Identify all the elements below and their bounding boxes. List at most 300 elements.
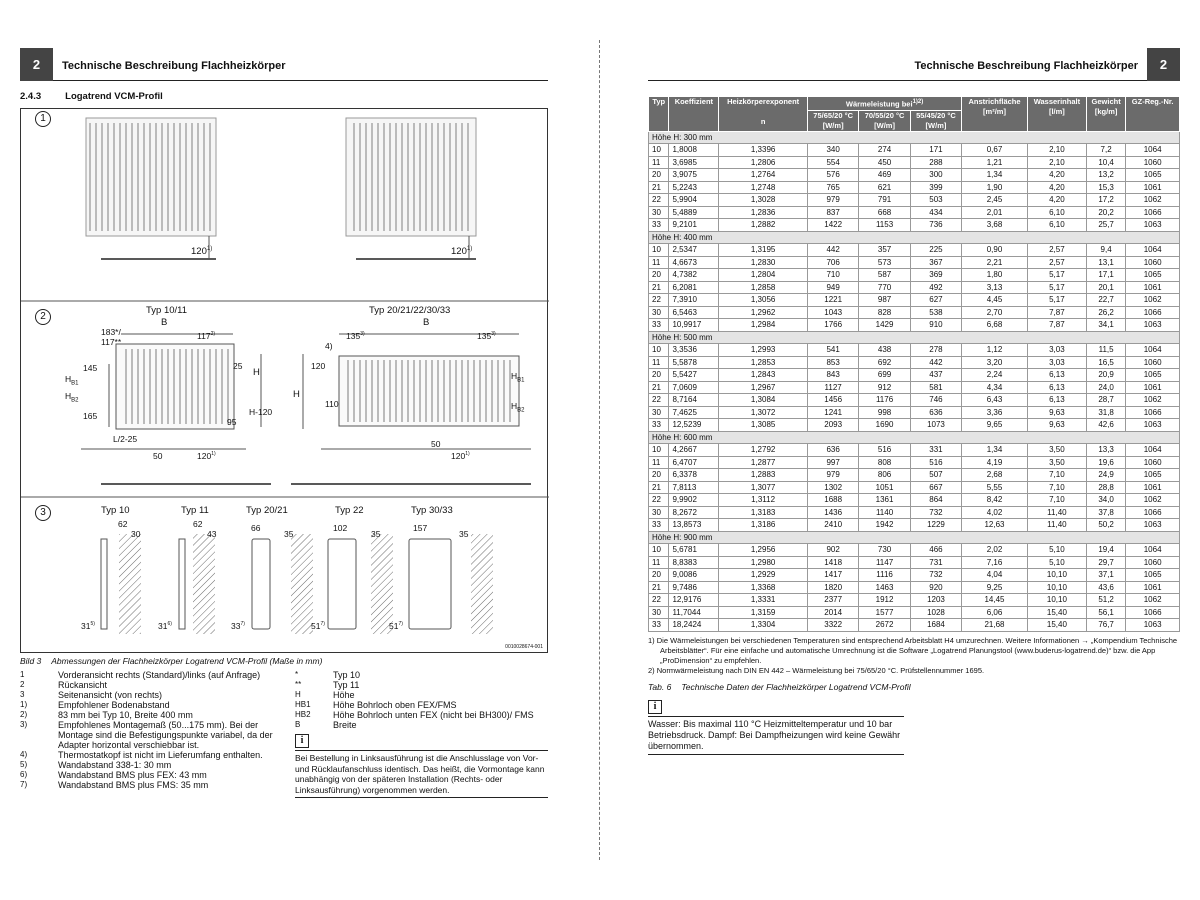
hb2-right-h: H: [511, 401, 518, 411]
table-row: [649, 556, 1180, 569]
label-typ3033: Typ 30/33: [411, 505, 453, 516]
table-group-label: Höhe H: 500 mm: [649, 331, 1180, 344]
table-cell: 1066: [1126, 206, 1180, 219]
table-cell: 437: [910, 369, 961, 382]
dim-117-2: [197, 331, 215, 341]
dim-51-b-value: 51: [389, 621, 399, 631]
dim-33-sup: 7): [240, 621, 245, 628]
table-cell: 30: [649, 406, 669, 419]
dim-35-a: 35: [284, 529, 294, 539]
dim-hb1-right: [511, 371, 524, 384]
label-typ-10-11: Typ 10/11: [146, 305, 188, 316]
legend-value: Typ 11: [333, 680, 360, 690]
table-cell: 15,40: [1027, 606, 1086, 619]
table-cell: 5,17: [1027, 294, 1086, 307]
legend-key: 2: [20, 680, 25, 689]
table-cell: 367: [910, 256, 961, 269]
table-row: [649, 281, 1180, 294]
dim-b-right: B: [423, 317, 430, 328]
legend-key: 4): [20, 750, 28, 759]
table-cell: 1820: [807, 581, 858, 594]
dim-165: 165: [83, 411, 98, 421]
table-cell: 450: [859, 156, 910, 169]
table-cell: 56,1: [1086, 606, 1125, 619]
legend-value: Höhe Bohrloch unten FEX (nicht bei BH300)/ FMS: [333, 710, 534, 720]
dim-95: 95: [227, 417, 237, 427]
table-row: [649, 606, 1180, 619]
table-group-label: Höhe H: 300 mm: [649, 131, 1180, 144]
table-row: [649, 406, 1180, 419]
legend-value: Empfohlenes Montagemaß (50...175 mm). Bei der Montage sind die Befestigungspunkte variabel, da der Adapter horizontal verschiebbar ist.: [58, 720, 273, 750]
dim-120-sec2-c: [451, 451, 470, 461]
chapter-number: 2: [1147, 48, 1180, 81]
table-row: [649, 219, 1180, 232]
table-cell: 5,6781: [669, 544, 719, 557]
table-cell: 21: [649, 581, 669, 594]
table-cell: 1766: [807, 319, 858, 332]
table-cell: 37,8: [1086, 506, 1125, 519]
dim-h-120: H-120: [249, 407, 273, 417]
figure-marker-1: 1: [35, 111, 51, 127]
legend-item: [20, 710, 282, 720]
section-heading: [20, 91, 548, 102]
label-typ10: Typ 10: [101, 505, 130, 516]
dim-31-b-sup: 6): [167, 621, 172, 628]
table-cell: 1,3304: [719, 619, 808, 632]
table-cell: 13,3: [1086, 444, 1125, 457]
dim-120-sec2-left: 120: [311, 361, 326, 371]
caption-label: Bild 3: [20, 656, 42, 666]
table-cell: 1,8008: [669, 144, 719, 157]
legend-value: Empfohlener Bodenabstand: [58, 700, 170, 710]
table-cell: 1063: [1126, 519, 1180, 532]
hb2-left-h: H: [65, 391, 72, 401]
table-cell: 1221: [807, 294, 858, 307]
table-cell: 2014: [807, 606, 858, 619]
table-cell: 1063: [1126, 619, 1180, 632]
table-cell: 1,3112: [719, 494, 808, 507]
table-cell: 6,10: [1027, 206, 1086, 219]
table-cell: 1429: [859, 319, 910, 332]
table-cell: 1,80: [962, 269, 1028, 282]
right-page: [648, 48, 1180, 755]
table-cell: 979: [807, 194, 858, 207]
dim-h-left: H: [253, 367, 260, 378]
table-cell: 8,8383: [669, 556, 719, 569]
table-cell: 1127: [807, 381, 858, 394]
table-cell: 5,9904: [669, 194, 719, 207]
table-cell: 1942: [859, 519, 910, 532]
table-cell: 1,2883: [719, 469, 808, 482]
table-cell: 9,63: [1027, 419, 1086, 432]
table-cell: 10: [649, 544, 669, 557]
technical-drawing: [21, 109, 549, 654]
table-row: [649, 444, 1180, 457]
table-row: [649, 244, 1180, 257]
table-cell: 1064: [1126, 444, 1180, 457]
table-cell: 28,7: [1086, 394, 1125, 407]
table-cell: 20: [649, 369, 669, 382]
table-cell: 1,2843: [719, 369, 808, 382]
dim-120-c-sup: 1): [465, 451, 470, 458]
legend-item: [295, 680, 548, 690]
table-cell: 1051: [859, 481, 910, 494]
table-cell: 492: [910, 281, 961, 294]
th-t3: [910, 110, 961, 131]
table-cell: 627: [910, 294, 961, 307]
table-row: [649, 369, 1180, 382]
table-cell: 1,2748: [719, 181, 808, 194]
table-cell: 1176: [859, 394, 910, 407]
table-cell: 25,7: [1086, 219, 1125, 232]
dim-hb1-left: [65, 374, 78, 387]
table-cell: 1463: [859, 581, 910, 594]
legend-key: *: [295, 670, 299, 679]
table-cell: 4,45: [962, 294, 1028, 307]
dim-62-b: 62: [193, 519, 203, 529]
table-cell: 1060: [1126, 456, 1180, 469]
table-cell: 6,68: [962, 319, 1028, 332]
dim-51-b: [389, 621, 403, 631]
table-cell: 998: [859, 406, 910, 419]
table-cell: 22: [649, 594, 669, 607]
dim-31-a-sup: 5): [90, 621, 95, 628]
th-waerme-sup: 1)2): [912, 99, 924, 105]
table-cell: 9,65: [962, 419, 1028, 432]
legend-value: 83 mm bei Typ 10, Breite 400 mm: [58, 710, 193, 720]
table-cell: 11,40: [1027, 519, 1086, 532]
legend-key: 1: [20, 670, 25, 679]
legend-value: Thermostatkopf ist nicht im Lieferumfang enthalten.: [58, 750, 263, 760]
table-cell: 2,02: [962, 544, 1028, 557]
dim-120-right-value: 120: [451, 246, 467, 258]
dim-117-value: 117: [197, 331, 211, 341]
table-cell: 8,42: [962, 494, 1028, 507]
table-cell: 1064: [1126, 244, 1180, 257]
table-cell: 12,9176: [669, 594, 719, 607]
table-cell: 1,90: [962, 181, 1028, 194]
table-cell: 1061: [1126, 281, 1180, 294]
table-cell: 710: [807, 269, 858, 282]
table-cell: 853: [807, 356, 858, 369]
table-cell: 10: [649, 344, 669, 357]
legend-key: 7): [20, 780, 28, 789]
note-rule-bottom: [648, 754, 904, 755]
table-cell: 1,2967: [719, 381, 808, 394]
dim-33: [231, 621, 245, 631]
table-cell: 14,45: [962, 594, 1028, 607]
table-cell: 2377: [807, 594, 858, 607]
table-cell: 11,5: [1086, 344, 1125, 357]
table-cell: 1066: [1126, 306, 1180, 319]
table-cell: 42,6: [1086, 419, 1125, 432]
dim-31-a: [81, 621, 95, 631]
table-cell: 9,4: [1086, 244, 1125, 257]
th-typ: Typ: [649, 97, 669, 132]
legend-item: [295, 670, 548, 680]
legend-value: Typ 10: [333, 670, 361, 680]
table-cell: 1065: [1126, 469, 1180, 482]
table-cell: 17,2: [1086, 194, 1125, 207]
legend-key: 3: [20, 690, 25, 699]
table-row: [649, 581, 1180, 594]
table-cell: 6,06: [962, 606, 1028, 619]
table-cell: 3,68: [962, 219, 1028, 232]
table-cell: 18,2424: [669, 619, 719, 632]
th-wasser-unit: [l/m]: [1048, 107, 1065, 116]
th-t3-label: 55/45/20 °C: [916, 110, 956, 120]
table-cell: 34,1: [1086, 319, 1125, 332]
table-cell: 1061: [1126, 481, 1180, 494]
th-anstrich: [962, 97, 1028, 132]
table-cell: 1456: [807, 394, 858, 407]
table-cell: 5,5427: [669, 369, 719, 382]
table-cell: 1,2962: [719, 306, 808, 319]
table-cell: 1912: [859, 594, 910, 607]
page-fold-line: [599, 40, 600, 860]
table-cell: 24,0: [1086, 381, 1125, 394]
legend-key: 3): [20, 720, 28, 729]
table-cell: 10: [649, 244, 669, 257]
table-cell: 9,7486: [669, 581, 719, 594]
legend-value: Vorderansicht rechts (Standard)/links (auf Anfrage): [58, 670, 261, 680]
table-cell: 19,6: [1086, 456, 1125, 469]
table-cell: 1062: [1126, 194, 1180, 207]
table-cell: 1061: [1126, 381, 1180, 394]
dim-51-a: [311, 621, 325, 631]
table-cell: 4,7382: [669, 269, 719, 282]
table-cell: 29,7: [1086, 556, 1125, 569]
table-row: [649, 619, 1180, 632]
table-cell: 225: [910, 244, 961, 257]
table-cell: 808: [859, 456, 910, 469]
table-cell: 469: [859, 169, 910, 182]
table-cell: 5,2243: [669, 181, 719, 194]
table-cell: 587: [859, 269, 910, 282]
th-t1-unit: [W/m]: [822, 120, 844, 130]
table-cell: 2410: [807, 519, 858, 532]
table-cell: 554: [807, 156, 858, 169]
legend-key: 6): [20, 770, 28, 779]
table-cell: 706: [807, 256, 858, 269]
table-cell: 6,2081: [669, 281, 719, 294]
th-gz: GZ-Reg.-Nr.: [1126, 97, 1180, 132]
table-row: [649, 381, 1180, 394]
table-cell: 3,03: [1027, 344, 1086, 357]
table-cell: 8,2672: [669, 506, 719, 519]
dim-145: 145: [83, 363, 98, 373]
table-cell: 4,6673: [669, 256, 719, 269]
table-cell: 30: [649, 206, 669, 219]
table-cell: 1,2858: [719, 281, 808, 294]
table-cell: 3,36: [962, 406, 1028, 419]
table-cell: 5,17: [1027, 269, 1086, 282]
info-rule-bottom: [295, 797, 548, 798]
th-t1-label: 75/65/20 °C: [813, 110, 853, 120]
table-cell: 1,34: [962, 444, 1028, 457]
dim-120-right: [451, 246, 472, 257]
table-cell: 1065: [1126, 369, 1180, 382]
dim-120-left-sup: 1): [206, 246, 213, 252]
table-cell: 1064: [1126, 144, 1180, 157]
legend-key: **: [295, 680, 302, 689]
table-cell: 1,2956: [719, 544, 808, 557]
table-group-row: [649, 431, 1180, 444]
table-cell: 21,68: [962, 619, 1028, 632]
table-cell: 11: [649, 156, 669, 169]
note-text: Wasser: Bis maximal 110 °C Heizmitteltemperatur und 10 bar Betriebsdruck. Dampf: Bei Dampfheizungen wird keine Gewähr übernommen.: [648, 718, 901, 751]
table-cell: 770: [859, 281, 910, 294]
table-cell: 730: [859, 544, 910, 557]
legend-item: [20, 720, 282, 750]
table-cell: 1,21: [962, 156, 1028, 169]
table-row: [649, 506, 1180, 519]
table-cell: 3,3536: [669, 344, 719, 357]
table-cell: 33: [649, 519, 669, 532]
figure-caption: [20, 656, 548, 666]
dim-50-left: 50: [153, 451, 163, 461]
table-cell: 1060: [1126, 156, 1180, 169]
dim-120-right-sup: 1): [466, 246, 473, 252]
table-cell: 21: [649, 381, 669, 394]
legend-item: [20, 690, 282, 700]
table-cell: 636: [910, 406, 961, 419]
left-page: [20, 48, 548, 880]
table-row: [649, 394, 1180, 407]
table-cell: 1,3195: [719, 244, 808, 257]
table-row: [649, 344, 1180, 357]
table-cell: 3,9075: [669, 169, 719, 182]
table-cell: 1147: [859, 556, 910, 569]
table-cell: 7,87: [1027, 306, 1086, 319]
table-cell: 357: [859, 244, 910, 257]
dim-31-a-value: 31: [81, 621, 91, 631]
table-cell: 1418: [807, 556, 858, 569]
dim-hb2-right: [511, 401, 524, 414]
legend-key: B: [295, 720, 301, 729]
table-group-row: [649, 131, 1180, 144]
table-cell: 76,7: [1086, 619, 1125, 632]
table-cell: 576: [807, 169, 858, 182]
dim-183-117: [101, 327, 121, 347]
table-cell: 7,0609: [669, 381, 719, 394]
table-cell: 573: [859, 256, 910, 269]
table-cell: 10,10: [1027, 581, 1086, 594]
table-cell: 987: [859, 294, 910, 307]
table-cell: 7,10: [1027, 481, 1086, 494]
hb1-left-sub: B1: [71, 380, 79, 387]
table-cell: 1,3368: [719, 581, 808, 594]
th-exponent: [719, 97, 808, 132]
table-cell: 621: [859, 181, 910, 194]
legend-value: Seitenansicht (von rechts): [58, 690, 163, 700]
table-cell: 1,2853: [719, 356, 808, 369]
table-cell: 7,2: [1086, 144, 1125, 157]
table-cell: 1417: [807, 569, 858, 582]
legend-item: [295, 710, 548, 720]
dim-b-left: B: [161, 317, 168, 328]
table-cell: 1,2804: [719, 269, 808, 282]
th-anstrich-unit: [m²/m]: [983, 107, 1006, 116]
table-row: [649, 294, 1180, 307]
table-cell: 34,0: [1086, 494, 1125, 507]
table-cell: 20,9: [1086, 369, 1125, 382]
table-cell: 434: [910, 206, 961, 219]
legend-value: Rückansicht: [58, 680, 108, 690]
table-cell: 1,2764: [719, 169, 808, 182]
table-cell: 2,57: [1027, 244, 1086, 257]
th-t2: [859, 110, 910, 131]
table-cell: 12,63: [962, 519, 1028, 532]
table-cell: 912: [859, 381, 910, 394]
table-cell: 37,1: [1086, 569, 1125, 582]
table-cell: 1,2993: [719, 344, 808, 357]
legend-item: [20, 760, 282, 770]
table-cell: 6,13: [1027, 381, 1086, 394]
table-cell: 828: [859, 306, 910, 319]
table-cell: 3,50: [1027, 456, 1086, 469]
table-cell: 4,02: [962, 506, 1028, 519]
th-exponent-label: Heizkörperexponent: [727, 97, 800, 106]
table-cell: 5,4889: [669, 206, 719, 219]
table-cell: 5,10: [1027, 556, 1086, 569]
table-cell: 26,2: [1086, 306, 1125, 319]
table-cell: 21: [649, 481, 669, 494]
table-cell: 13,2: [1086, 169, 1125, 182]
table-cell: 30: [649, 506, 669, 519]
table-cell: 5,55: [962, 481, 1028, 494]
table-cell: 11: [649, 356, 669, 369]
table-cell: 21: [649, 181, 669, 194]
table-cell: 22,7: [1086, 294, 1125, 307]
table-cell: 24,9: [1086, 469, 1125, 482]
table-cell: 1241: [807, 406, 858, 419]
table-row: [649, 356, 1180, 369]
table-cell: 1,2836: [719, 206, 808, 219]
dim-120-b-sup: 1): [211, 451, 216, 458]
table-row: [649, 481, 1180, 494]
table-cell: 902: [807, 544, 858, 557]
table-cell: 1229: [910, 519, 961, 532]
dim-117ss: 117**: [101, 337, 122, 347]
dim-31-b-value: 31: [158, 621, 168, 631]
table-cell: 16,5: [1086, 356, 1125, 369]
dim-135-left-sup: 3): [360, 331, 365, 338]
table-cell: 1028: [910, 606, 961, 619]
table-group-row: [649, 231, 1180, 244]
legend-item: [20, 670, 282, 680]
legend-right-column: [295, 670, 548, 798]
table-cell: 43,6: [1086, 581, 1125, 594]
table-cell: 1065: [1126, 569, 1180, 582]
table-cell: 340: [807, 144, 858, 157]
table-cell: 10,9917: [669, 319, 719, 332]
label-typ11: Typ 11: [181, 505, 209, 516]
table-row: [649, 194, 1180, 207]
info-icon: i: [295, 734, 309, 748]
table-cell: 667: [910, 481, 961, 494]
table-cell: 1,2929: [719, 569, 808, 582]
table-footnotes: [648, 636, 1180, 676]
figure-code: 0010028674-001: [505, 644, 543, 650]
table-cell: 699: [859, 369, 910, 382]
legend-key: 5): [20, 760, 28, 769]
table-cell: 3,6985: [669, 156, 719, 169]
table-cell: 864: [910, 494, 961, 507]
table-cell: 6,5463: [669, 306, 719, 319]
table-cell: 538: [910, 306, 961, 319]
dim-51-b-sup: 7): [398, 621, 403, 628]
